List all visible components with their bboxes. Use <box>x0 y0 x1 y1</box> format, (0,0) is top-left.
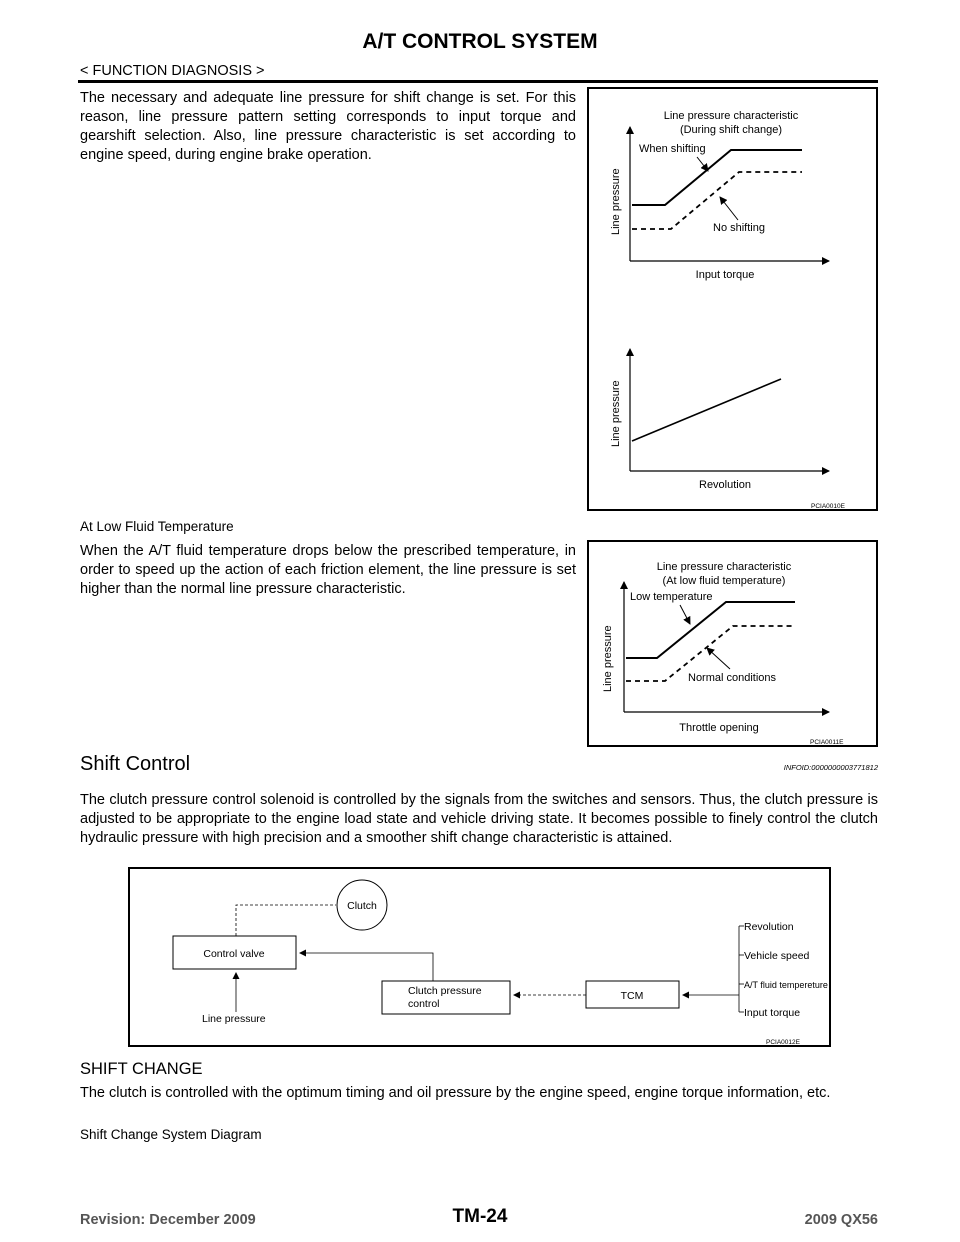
shift-control-infoid: INFOID:0000000003771812 <box>783 763 878 772</box>
shift-control-paragraph: The clutch pressure control solenoid is controlled by the signals from the switches and sensors. Thus, the clutch pressure is adjusted to be appropriate to the engine load state and vehicle driving state. It becomes possible to finely control the clutch hydraulic pressure with high precision and a smoother shift change characteristic is attained. <box>80 792 878 846</box>
figure3-input-vehicle-speed: Vehicle speed <box>744 950 810 962</box>
figure2-normal-pointer <box>707 648 730 669</box>
figure-line-pressure-shift-change <box>587 87 878 511</box>
figure1-label-no-shifting: No shifting <box>713 222 765 234</box>
footer-page-number: TM-24 <box>452 1206 508 1227</box>
figure2-code: PCIA0011E <box>810 739 844 746</box>
low-temp-paragraph: When the A/T fluid temperature drops below the prescribed temperature, in order to speed up the action of each friction element, the line pressure is set higher than the normal line pressure characteristic. <box>80 543 576 597</box>
shift-change-diagram-subheading: Shift Change System Diagram <box>80 1127 262 1142</box>
header-rule <box>78 80 878 83</box>
figure2-title-line1: Line pressure characteristic <box>656 561 792 573</box>
figure1-code: PCIA0010E <box>811 503 845 510</box>
figure1-no-shifting-line <box>632 172 802 229</box>
figure1-bottom-y-label: Line pressure <box>610 380 622 447</box>
figure1-no-shifting-pointer <box>720 197 738 220</box>
low-temp-subheading: At Low Fluid Temperature <box>80 519 234 534</box>
figure2-low-temp-line <box>626 602 795 658</box>
figure1-top-x-label: Input torque <box>695 269 755 281</box>
footer-model: 2009 QX56 <box>804 1212 878 1228</box>
figure3-tcm-label: TCM <box>620 990 644 1002</box>
figure-line-pressure-low-temp <box>587 540 878 747</box>
shift-change-heading: SHIFT CHANGE <box>80 1060 203 1078</box>
figure3-clutch-pressure-label-1: Clutch pressure <box>408 985 482 997</box>
figure3-control-valve-label: Control valve <box>203 948 265 960</box>
figure2-low-temp-pointer <box>680 605 690 624</box>
figure3-clutch-label: Clutch <box>347 900 377 912</box>
figure1-shifting-pointer <box>697 157 708 171</box>
figure1-label-shifting: When shifting <box>639 143 706 155</box>
figure1-title-line2: (During shift change) <box>679 124 783 136</box>
figure3-input-torque: Input torque <box>744 1007 801 1019</box>
figure2-y-label: Line pressure <box>602 625 614 692</box>
figure3-code: PCIA0012E <box>766 1039 800 1046</box>
figure1-bottom-x-label: Revolution <box>699 479 751 491</box>
figure2-graphics <box>589 542 880 749</box>
figure3-pressure-to-valve-arrow <box>300 953 433 981</box>
footer-revision: Revision: December 2009 <box>80 1212 256 1228</box>
figure2-title-line2: (At low fluid temperature) <box>662 575 786 587</box>
shift-change-paragraph: The clutch is controlled with the optimum timing and oil pressure by the engine speed, engine torque information, etc. <box>80 1085 831 1101</box>
shift-control-heading: Shift Control <box>80 753 191 775</box>
figure3-valve-clutch-link <box>236 905 336 936</box>
figure1-graphics <box>589 89 880 513</box>
figure1-title-line1: Line pressure characteristic <box>663 110 799 122</box>
figure3-clutch-pressure-label-2: control <box>408 998 440 1010</box>
figure2-label-normal: Normal conditions <box>688 672 777 684</box>
figure1-shifting-line <box>632 150 802 205</box>
figure3-line-pressure-label: Line pressure <box>202 1013 266 1025</box>
figure2-label-low-temp: Low temperature <box>630 591 713 603</box>
figure1-revolution-line <box>632 379 781 441</box>
figure-clutch-control-diagram <box>128 867 831 1047</box>
section-breadcrumb: < FUNCTION DIAGNOSIS > <box>80 63 265 79</box>
page-title: A/T CONTROL SYSTEM <box>362 30 598 53</box>
figure3-input-revolution: Revolution <box>744 921 794 933</box>
figure2-x-label: Throttle opening <box>679 722 759 734</box>
figure3-input-fluid-temp: A/T fluid tempereture <box>744 980 828 990</box>
line-pressure-paragraph: The necessary and adequate line pressure for shift change is set. For this reason, line pressure pattern setting corresponds to input torque and gearshift selection. Also, line pressure characteristic is set according to engine speed, during engine brake operation. <box>80 90 576 163</box>
figure3-graphics <box>130 869 833 1049</box>
figure1-top-y-label: Line pressure <box>610 168 622 235</box>
